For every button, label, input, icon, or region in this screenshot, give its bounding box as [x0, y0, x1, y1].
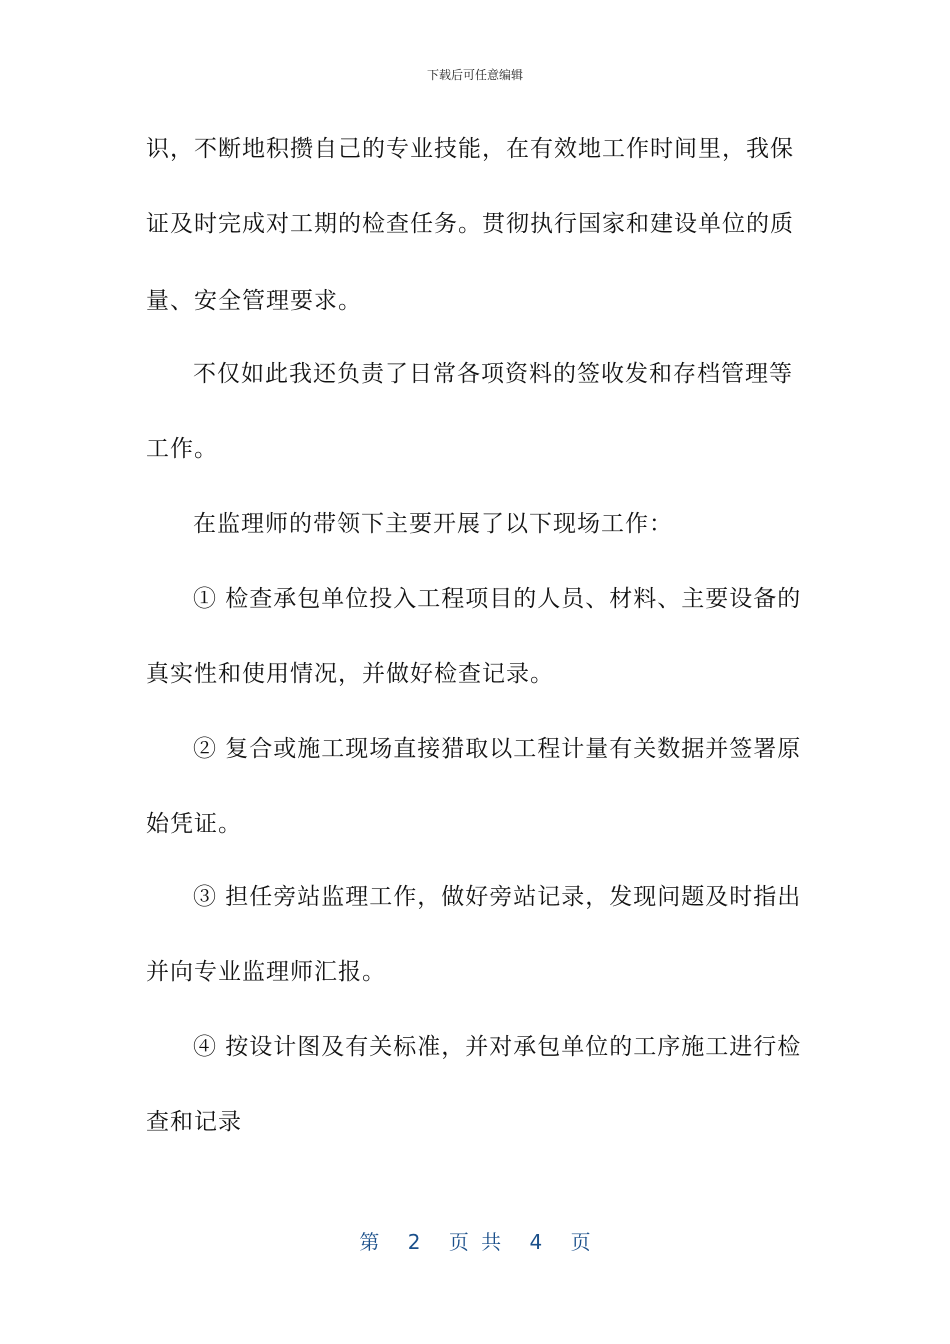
list-item-2-line-2: 始凭证。 [146, 811, 242, 837]
list-item-1-line-2: 真实性和使用情况，并做好检查记录。 [146, 661, 554, 687]
footer-current-page: 2 [407, 1230, 421, 1254]
list-item-4-line-1: ④ 按设计图及有关标准，并对承包单位的工序施工进行检 [193, 1034, 802, 1060]
body-line-1: 识，不断地积攒自己的专业技能，在有效地工作时间里，我保 [146, 136, 794, 162]
list-item-4-line-2: 查和记录 [146, 1109, 242, 1135]
body-line-4: 不仅如此我还负责了日常各项资料的签收发和存档管理等 [193, 361, 793, 387]
list-item-1-line-1: ① 检查承包单位投入工程项目的人员、材料、主要设备的 [193, 586, 802, 612]
body-line-2: 证及时完成对工期的检查任务。贯彻执行国家和建设单位的质 [146, 211, 794, 237]
body-line-3: 量、安全管理要求。 [146, 288, 362, 314]
footer-label-of: 页 共 [448, 1230, 502, 1254]
list-item-3-line-2: 并向专业监理师汇报。 [146, 959, 386, 985]
list-item-3-line-1: ③ 担任旁站监理工作，做好旁站记录，发现问题及时指出 [193, 884, 802, 910]
body-line-6: 在监理师的带领下主要开展了以下现场工作： [193, 511, 673, 537]
page-header: 下载后可任意编辑 [426, 68, 523, 82]
body-line-5: 工作。 [146, 436, 218, 462]
footer-label-end: 页 [570, 1230, 591, 1254]
footer-label-page: 第 [359, 1230, 380, 1254]
page-footer [0, 1226, 950, 1255]
list-item-2-line-1: ② 复合或施工现场直接猎取以工程计量有关数据并签署原 [193, 736, 802, 762]
footer-total-pages: 4 [529, 1230, 543, 1254]
